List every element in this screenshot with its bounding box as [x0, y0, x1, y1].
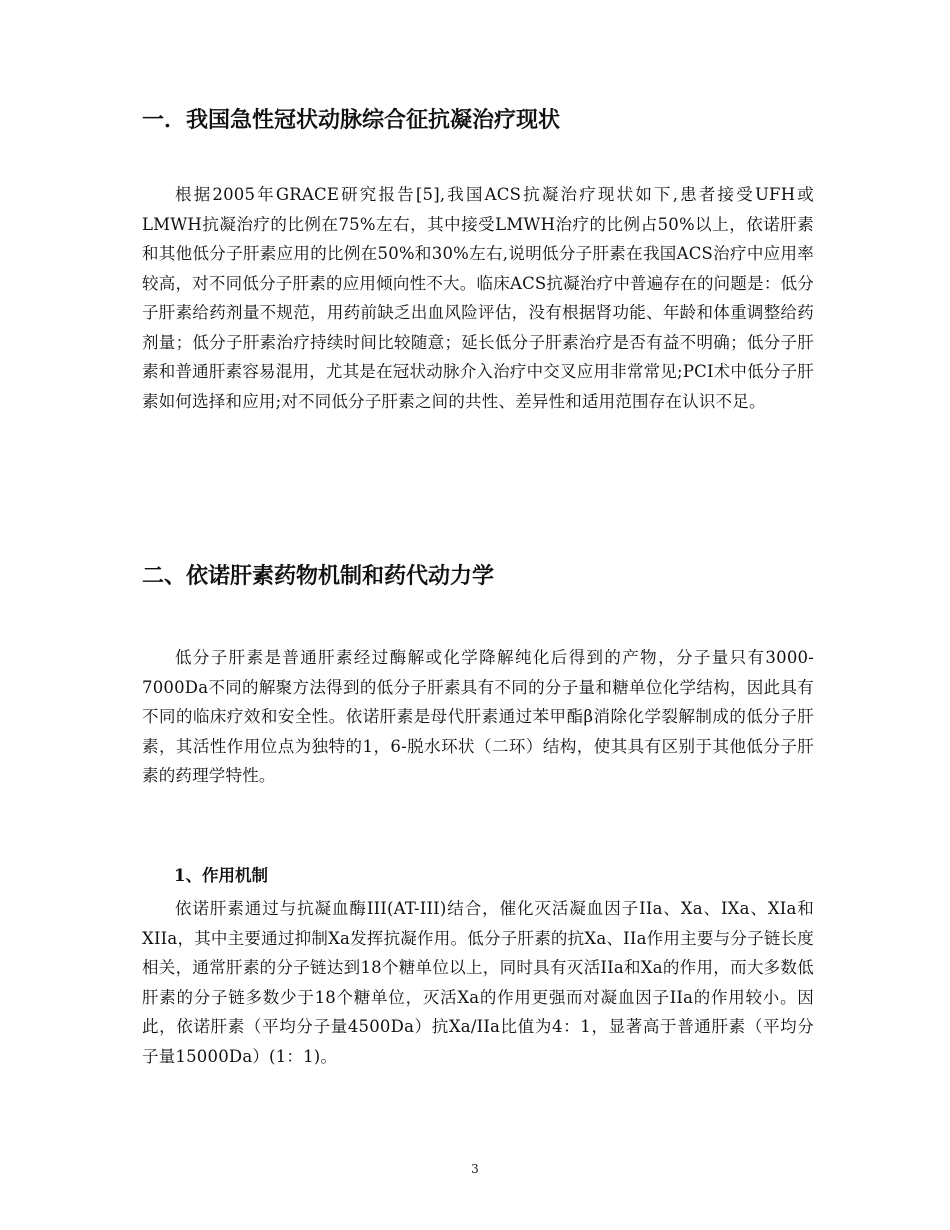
section-heading-2: 二、依诺肝素药物机制和药代动力学	[142, 564, 495, 589]
section-heading-1: 一．我国急性冠状动脉综合征抗凝治疗现状	[142, 108, 561, 133]
page-number: 3	[471, 1162, 479, 1176]
subsection-heading-mechanism: 1、作用机制	[174, 866, 268, 885]
section-1-paragraph: 根据2005年GRACE研究报告[5],我国ACS抗凝治疗现状如下,患者接受UFH或LMWH抗凝治疗的比例在75%左右，其中接受LMWH治疗的比例占50%以上，依诺肝素和其他低分子肝素应用的比例在50%和30%左右,说明低分子肝素在我国ACS治疗中应用率较高，对不同低分子肝素的应用倾向性不大。临床ACS抗凝治疗中普遍存在的问题是：低分子肝素给药剂量不规范，用药前缺乏出血风险评估，没有根据肾功能、年龄和体重调整给药剂量；低分子肝素治疗持续时间比较随意；延长低分子肝素治疗是否有益不明确；低分子肝素和普通肝素容易混用，尤其是在冠状动脉介入治疗中交叉应用非常常见;PCI术中低分子肝素如何选择和应用;对不同低分子肝素之间的共性、差异性和适用范围存在认识不足。	[142, 185, 814, 411]
subsection-mechanism-paragraph: 依诺肝素通过与抗凝血酶III(AT-III)结合，催化灭活凝血因子IIa、Xa、IXa、XIa和XIIa，其中主要通过抑制Xa发挥抗凝作用。低分子肝素的抗Xa、IIa作用主要与分子链长度相关，通常肝素的分子链达到18个糖单位以上，同时具有灭活IIa和Xa的作用，而大多数低肝素的分子链多数少于18个糖单位，灭活Xa的作用更强而对凝血因子IIa的作用较小。因此，依诺肝素（平均分子量4500Da）抗Xa/IIa比值为4：1，显著高于普通肝素（平均分子量15000Da）(1：1)。	[142, 899, 814, 1066]
section-2-paragraph: 低分子肝素是普通肝素经过酶解或化学降解纯化后得到的产物，分子量只有3000-7000Da不同的解聚方法得到的低分子肝素具有不同的分子量和糖单位化学结构，因此具有不同的临床疗效和安全性。依诺肝素是母代肝素通过苯甲酯β消除化学裂解制成的低分子肝素，其活性作用位点为独特的1，6-脱水环状（二环）结构，使其具有区别于其他低分子肝素的药理学特性。	[142, 648, 814, 785]
